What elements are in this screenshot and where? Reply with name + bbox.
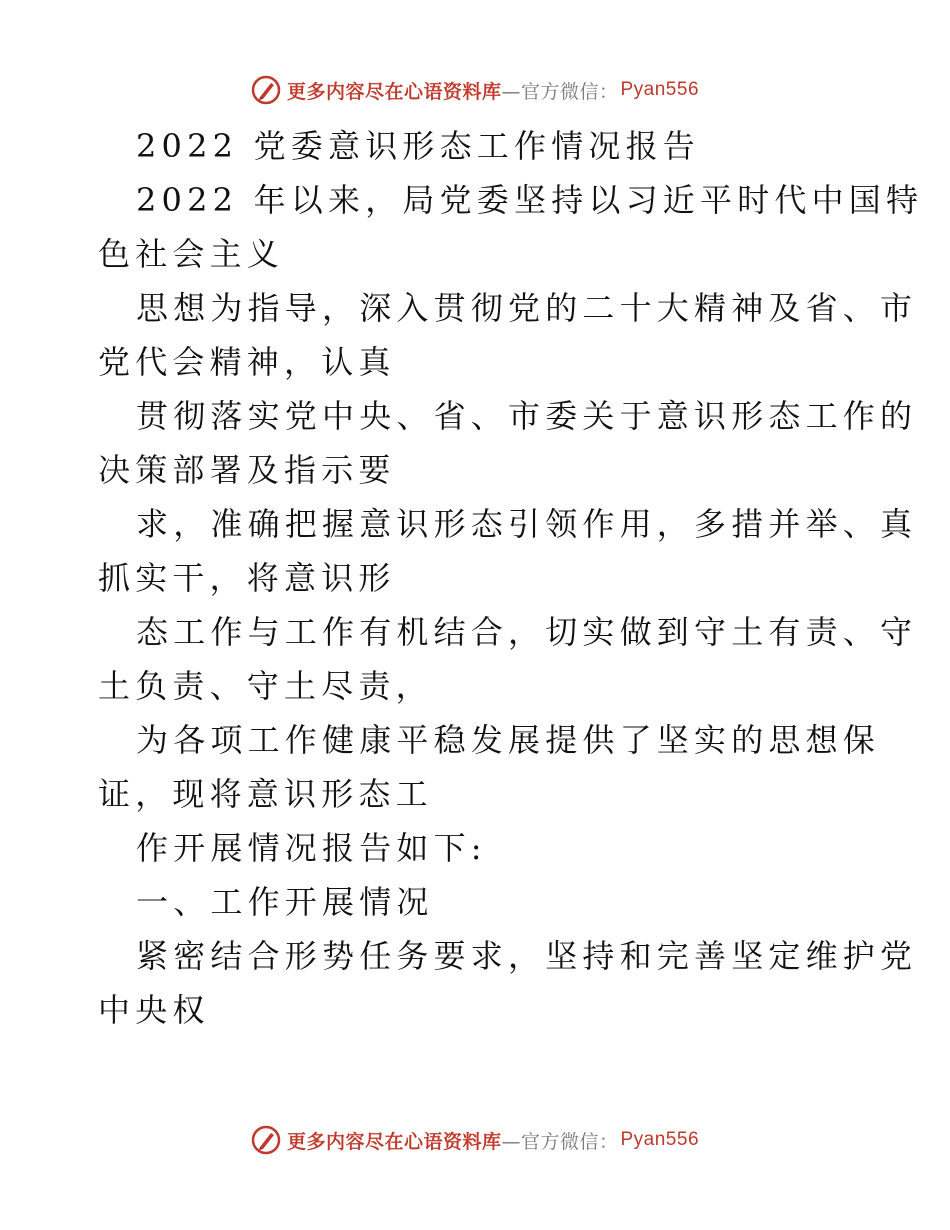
pen-logo-icon	[251, 1125, 281, 1155]
watermark-main-text: 更多内容尽在心语资料库	[286, 80, 502, 103]
paragraph-line: 土负责、守土尽责，	[98, 667, 433, 705]
paragraph-line: 贯彻落实党中央、省、市委关于意识形态工作的	[136, 397, 918, 435]
paragraph-line: 思想为指导，深入贯彻党的二十大精神及省、市	[136, 289, 918, 327]
paragraph-line: 紧密结合形势任务要求，坚持和完善坚定维护党	[136, 937, 918, 975]
watermark-sub-text: —官方微信：	[501, 80, 619, 103]
watermark-sub-text: —官方微信：	[501, 1130, 619, 1153]
pen-logo-icon	[251, 75, 281, 105]
paragraph-line: 2022 年以来，局党委坚持以习近平时代中国特	[136, 181, 924, 219]
paragraph-line: 党代会精神，认真	[98, 343, 396, 381]
footer-watermark	[0, 1118, 950, 1162]
paragraph-line: 作开展情况报告如下:	[136, 829, 487, 867]
document-body	[98, 122, 924, 1034]
header-watermark	[0, 68, 950, 112]
watermark-wechat-id: Pyan556	[620, 79, 700, 100]
paragraph-line: 决策部署及指示要	[98, 451, 396, 489]
paragraph-line: 态工作与工作有机结合，切实做到守土有责、守	[136, 613, 918, 651]
paragraph-line: 中央权	[98, 991, 210, 1029]
paragraph-line: 抓实干，将意识形	[98, 559, 396, 597]
paragraph-line: 证，现将意识形态工	[98, 775, 433, 813]
section-heading: 一、工作开展情况	[136, 883, 434, 921]
document-title: 2022 党委意识形态工作情况报告	[136, 127, 701, 165]
watermark-main-text: 更多内容尽在心语资料库	[286, 1130, 502, 1153]
paragraph-line: 求，准确把握意识形态引领作用，多措并举、真	[136, 505, 918, 543]
paragraph-line: 色社会主义	[98, 235, 285, 273]
watermark-wechat-id: Pyan556	[620, 1129, 700, 1150]
paragraph-line: 为各项工作健康平稳发展提供了坚实的思想保	[136, 721, 881, 759]
